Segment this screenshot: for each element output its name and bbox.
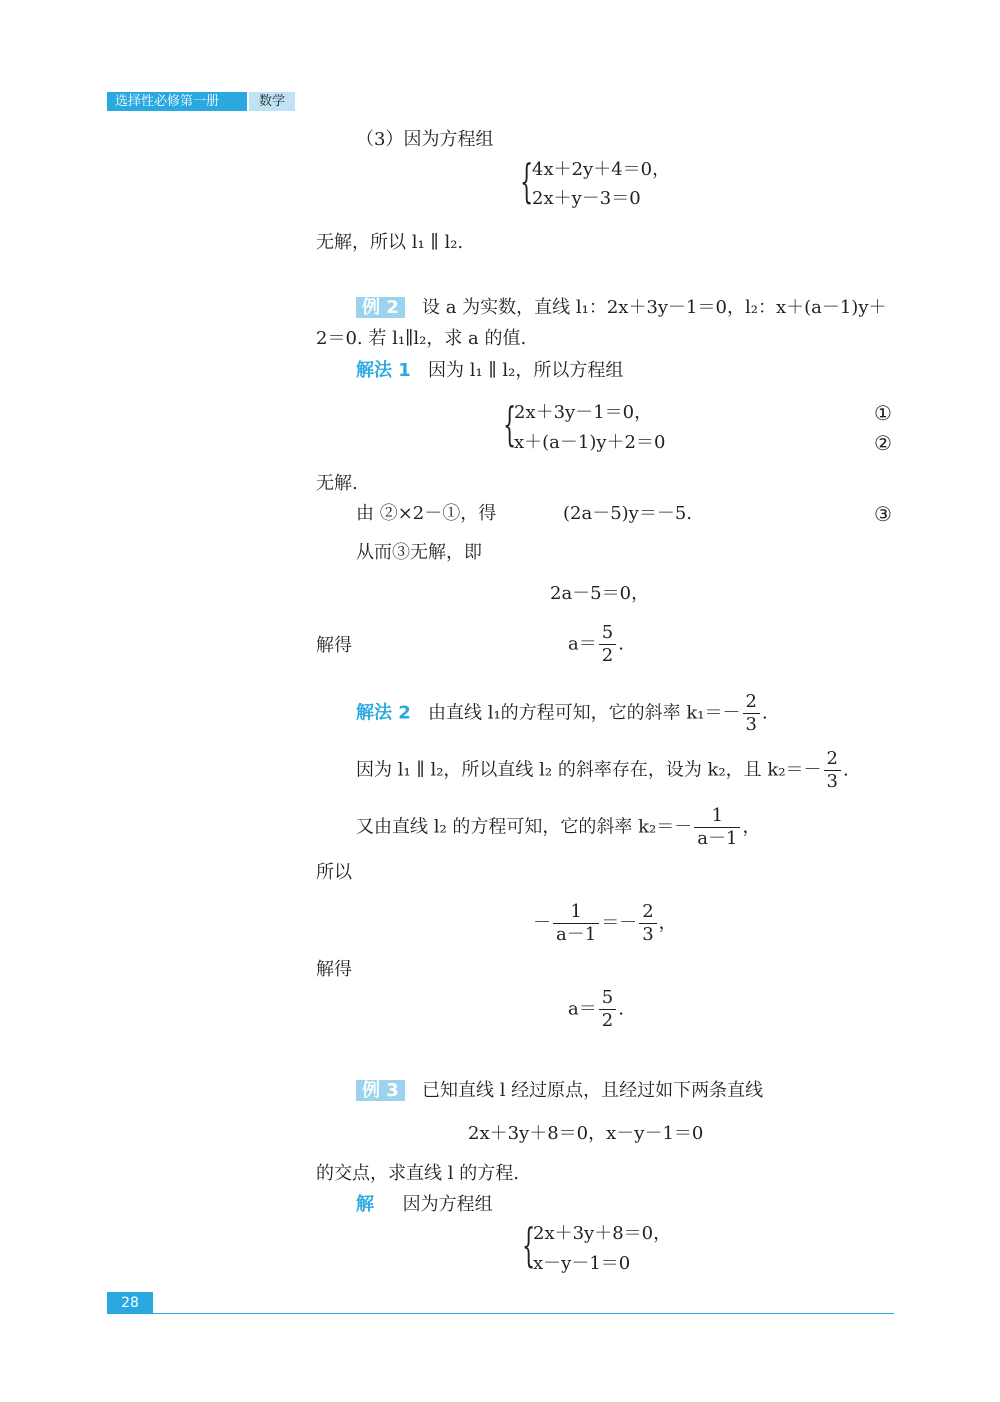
a-result <box>568 622 624 667</box>
example2-label: 例 2 <box>356 297 405 318</box>
numerator: 2 <box>743 691 760 714</box>
example3-solution <box>356 1193 493 1217</box>
part3-eq1: 4x＋2y＋4＝0， <box>532 159 671 180</box>
example2-line1 <box>356 296 887 320</box>
denominator: 2 <box>601 645 614 666</box>
a-equals: a＝ <box>568 633 597 655</box>
fraction <box>553 901 599 946</box>
numerator: 5 <box>599 987 616 1010</box>
numerator: 2 <box>639 901 656 924</box>
a-equals: a＝ <box>568 998 597 1020</box>
fraction <box>599 622 616 667</box>
period: . <box>842 759 849 781</box>
period: . <box>618 633 624 655</box>
page-number: 28 <box>107 1292 153 1314</box>
mark-3: ③ <box>874 502 892 526</box>
page-header <box>107 92 295 111</box>
brace-symbol: { <box>520 154 534 208</box>
ex3-eq1: 2x＋3y＋8＝0， <box>533 1223 672 1244</box>
denominator: a－1 <box>556 924 597 945</box>
line-c <box>356 805 760 850</box>
example2-line2: 2＝0. 若 l₁∥l₂，求 a 的值. <box>316 328 527 349</box>
so2-text: 所以 <box>316 862 352 883</box>
solution2-line <box>356 691 768 736</box>
solve-label: 解得 <box>316 635 352 656</box>
period: . <box>618 998 624 1020</box>
example3-text2: 的交点，求直线 l 的方程. <box>316 1163 519 1184</box>
brace-symbol: { <box>503 397 517 451</box>
mark-1: ① <box>874 401 892 425</box>
comma: ， <box>742 816 761 838</box>
fraction <box>824 748 841 793</box>
brace-symbol: { <box>522 1218 536 1272</box>
equation-2a: 2a－5＝0， <box>550 583 650 604</box>
solution2-label: 解法 2 <box>356 702 411 724</box>
denominator: 2 <box>601 1010 614 1031</box>
no-solution: 无解. <box>316 473 358 494</box>
line-b-text: 因为 l₁ ∥ l₂，所以直线 l₂ 的斜率存在，设为 k₂，且 k₂＝－ <box>356 759 822 781</box>
numerator: 2 <box>824 748 841 771</box>
solution2-text: 由直线 l₁的方程可知，它的斜率 k₁＝－ <box>427 702 741 724</box>
equals: ＝－ <box>601 912 638 934</box>
example3-lines-eq: 2x＋3y＋8＝0，x－y－1＝0 <box>468 1123 704 1144</box>
part3-intro: （3）因为方程组 <box>356 129 494 150</box>
solve2-label: 解得 <box>316 959 352 980</box>
step-equation: (2a－5)y＝－5. <box>563 503 693 524</box>
book-title: 选择性必修第一册 <box>107 92 247 111</box>
solution1-text: 因为 l₁ ∥ l₂，所以方程组 <box>427 360 624 381</box>
denominator: 3 <box>642 924 654 945</box>
part3-eq2: 2x＋y－3＝0 <box>532 188 641 209</box>
line-b <box>356 748 849 793</box>
solution1-line <box>356 359 623 383</box>
ex2-eq2: x＋(a－1)y＋2＝0 <box>514 432 666 453</box>
numerator: 5 <box>599 622 616 645</box>
so-text: 从而③无解，即 <box>356 542 482 563</box>
example2-text1: 设 a 为实数，直线 l₁：2x＋3y－1＝0，l₂：x＋(a－1)y＋ <box>421 297 887 318</box>
step-text: 由 ②×2－①，得 <box>356 503 497 524</box>
example3-line <box>356 1079 763 1103</box>
denominator: 3 <box>826 771 838 792</box>
minus: － <box>533 912 551 934</box>
period: . <box>761 702 768 724</box>
fraction <box>639 901 656 946</box>
footer-divider <box>153 1313 894 1314</box>
fraction <box>599 987 616 1032</box>
numerator: 1 <box>553 901 599 924</box>
numerator: 1 <box>694 805 740 828</box>
solution-label: 解 <box>356 1194 374 1215</box>
fraction <box>694 805 740 850</box>
example3-label: 例 3 <box>356 1080 405 1101</box>
denominator: a－1 <box>697 828 738 849</box>
fraction <box>743 691 760 736</box>
subject-title: 数学 <box>249 92 295 111</box>
mark-2: ② <box>874 431 892 455</box>
example3-text: 已知直线 l 经过原点，且经过如下两条直线 <box>421 1080 764 1101</box>
line-c-text: 又由直线 l₂ 的方程可知，它的斜率 k₂＝－ <box>356 816 693 838</box>
solution1-label: 解法 1 <box>356 360 411 381</box>
comma: ， <box>658 912 677 934</box>
a2-result <box>568 987 624 1032</box>
solution-text: 因为方程组 <box>402 1194 493 1215</box>
part3-conclusion: 无解，所以 l₁ ∥ l₂. <box>316 232 464 253</box>
denominator: 3 <box>745 714 757 735</box>
ex3-eq2: x－y－1＝0 <box>533 1253 631 1274</box>
ex2-eq1: 2x＋3y－1＝0， <box>514 402 653 423</box>
slope-equation <box>533 901 677 946</box>
